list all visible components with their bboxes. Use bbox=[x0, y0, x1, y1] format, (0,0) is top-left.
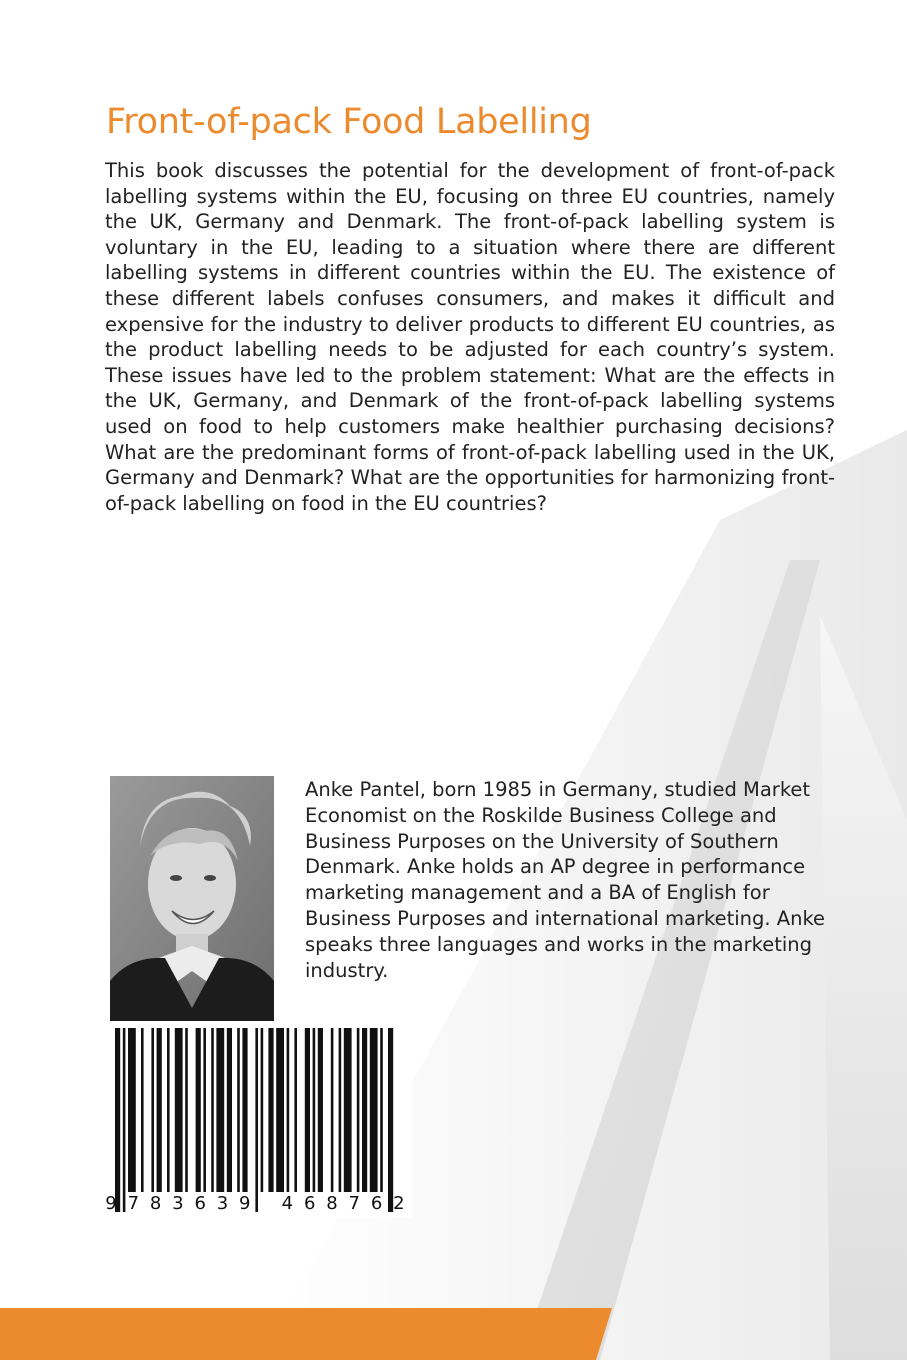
barcode-bar bbox=[203, 1028, 206, 1192]
barcode-bar bbox=[123, 1028, 126, 1212]
author-bio: Anke Pantel, born 1985 in Germany, studied Market Economist on the Roskilde Business College and Business Purposes on the University of Southern Denmark. Anke holds an AP degree in performance marketing management and a BA of English for Business Purposes and international marketing. Anke speaks three languages and works in the marketing industry. bbox=[305, 778, 826, 982]
barcode-bar bbox=[370, 1028, 378, 1192]
isbn-digit: 3 bbox=[172, 1193, 184, 1214]
barcode-bar bbox=[331, 1028, 334, 1192]
barcode-bar bbox=[157, 1028, 162, 1192]
isbn-number bbox=[103, 1193, 413, 1217]
orange-band bbox=[0, 1308, 612, 1360]
barcode-bar bbox=[287, 1028, 290, 1192]
isbn-digit: 8 bbox=[326, 1193, 338, 1214]
barcode-bar bbox=[344, 1028, 352, 1192]
isbn-gap bbox=[259, 1193, 273, 1217]
isbn-digit: 3 bbox=[216, 1193, 229, 1214]
barcode-bar bbox=[196, 1028, 201, 1192]
barcode-bar bbox=[380, 1028, 383, 1192]
barcode-bar bbox=[261, 1028, 264, 1192]
barcode-bar bbox=[237, 1028, 240, 1192]
isbn-digit: 6 bbox=[370, 1193, 383, 1214]
barcode-bar bbox=[141, 1028, 144, 1192]
isbn-digit: 7 bbox=[348, 1193, 360, 1214]
barcode-bar bbox=[211, 1028, 214, 1192]
author-photo bbox=[110, 776, 274, 1021]
barcode-bar bbox=[362, 1028, 367, 1192]
barcode-bar bbox=[357, 1028, 360, 1192]
barcode-bar bbox=[294, 1028, 297, 1192]
barcode-bar bbox=[318, 1028, 323, 1192]
barcode-bar bbox=[175, 1028, 183, 1192]
barcode-bar bbox=[305, 1028, 310, 1192]
barcode-bar bbox=[227, 1028, 232, 1192]
book-title: Front-of-pack Food Labelling bbox=[106, 102, 592, 142]
barcode-bar bbox=[167, 1028, 170, 1192]
isbn-digit: 4 bbox=[281, 1193, 294, 1214]
isbn-digit: 6 bbox=[303, 1193, 316, 1214]
barcode-bar bbox=[128, 1028, 136, 1192]
barcode-bar bbox=[313, 1028, 316, 1192]
book-description: This book discusses the potential for the development of front-of-pack labelling systems within the EU, focusing on three EU countries, namely the UK, Germany and Denmark. The front-of-pack labelling system is voluntary in the EU, leading to a situation where there are different labelling systems in different countries within the EU. The existence of these different labels confuses consumers, and makes it difficult and expensive for the industry to deliver products to different EU countries, as the product labelling needs to be adjusted for each country’s system. These issues have led to the problem statement: What are the effects in the UK, Germany, and Denmark of the front-of-pack labelling systems used on food to help customers make healthier purchasing decisions? What are the predominant forms of front-of-pack labelling used in the UK, Germany and Denmark? What are the opportunities for harmonizing front-of-pack labelling on food in the EU countries? bbox=[105, 159, 835, 515]
barcode bbox=[103, 1022, 413, 1218]
barcode-bar bbox=[276, 1028, 284, 1192]
barcode-bar bbox=[255, 1028, 258, 1212]
isbn-digit: 6 bbox=[194, 1193, 206, 1214]
barcode-bar bbox=[339, 1028, 342, 1192]
isbn-digit: 9 bbox=[105, 1193, 117, 1214]
isbn-digit: 9 bbox=[239, 1193, 251, 1214]
isbn-digit: 7 bbox=[127, 1193, 140, 1214]
isbn-digit: 8 bbox=[149, 1193, 162, 1214]
barcode-bar bbox=[151, 1028, 154, 1192]
barcode-bar bbox=[388, 1028, 393, 1212]
barcode-bar bbox=[268, 1028, 273, 1192]
isbn-digit: 2 bbox=[393, 1193, 405, 1214]
barcode-bar bbox=[216, 1028, 224, 1192]
barcode-bar bbox=[185, 1028, 188, 1192]
barcode-bar bbox=[242, 1028, 247, 1192]
barcode-bar bbox=[115, 1028, 120, 1212]
